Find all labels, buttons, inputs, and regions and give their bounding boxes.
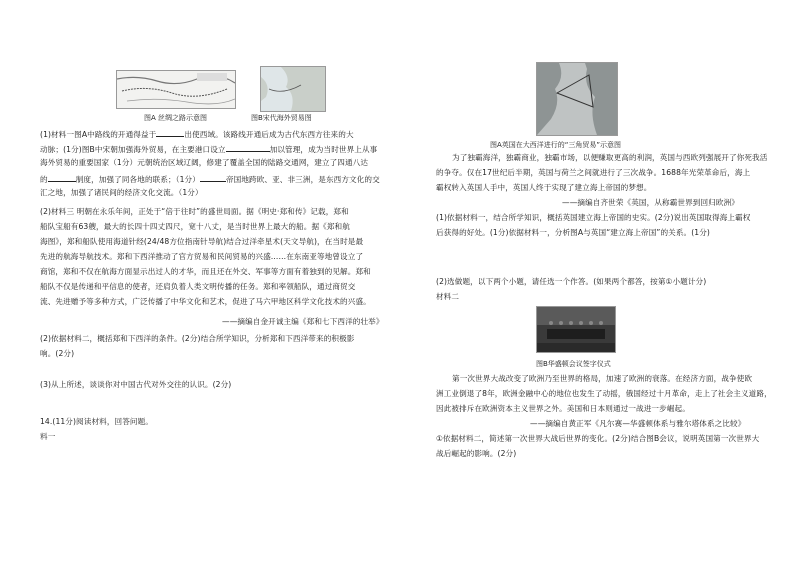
song-trade-map-svg [261, 67, 325, 111]
text-line: (2)材料三 明朝在永乐年间，正处于“倍于往时”的盛世局面。据《明史·郑和传》记载，郑和 [40, 207, 349, 216]
question-2-choice: (2)选做题，以下两个小题，请任选一个作答。(如果两个都答，按第①小题计分) [436, 277, 707, 286]
song-trade-map-image [260, 66, 326, 112]
answer-blank[interactable] [200, 173, 226, 182]
fig-a-caption-left: 图A 丝绸之路示意图 [144, 114, 208, 122]
text-line: 流、先进赠予等多种方式，广泛传播了中华文化和艺术，促进了马六甲地区科学文化技术的兴盛。 [40, 297, 371, 306]
conference-photo-svg [537, 307, 615, 352]
text-line: 的争夺。仅在17世纪后半期，英国与荷兰之间就进行了三次战争。1688年光荣革命后，海上 [436, 168, 751, 177]
source-citation: ——摘编自黄正军《凡尔赛—华盛顿体系与雅尔塔体系之比较》 [530, 419, 746, 428]
fig-b-caption-left: 图B宋代海外贸易图 [251, 114, 312, 122]
text-line: 先进的航海导航技术。郑和下西洋推动了官方贸易和民间贸易的兴盛……在东南亚等地曾设立了 [40, 252, 364, 261]
text-line: 因此被排斥在欧洲资本主义世界之外。美国和日本则通过一战进一步崛起。 [436, 404, 690, 413]
question-2-cont: 响。(2分) [40, 349, 75, 358]
material-label: 料一 [40, 432, 56, 441]
question-text: 战后崛起的影响。(2分) [436, 449, 517, 458]
text-line: (1)材料一图A中路线的开通得益于 出使西域。该路线开通后成为古代东西方往来的大 [40, 130, 354, 139]
text-line: 海外贸易的重要国家（1分）元朝统治区域辽阔，修建了覆盖全国的陆路交通网，建立了四通八达 [40, 158, 369, 167]
material-label: 材料二 [436, 292, 460, 301]
answer-blank[interactable] [48, 173, 76, 182]
text-line: 船队宝船有63艘，最大的长四十四丈四尺，宽十八丈，是当时世界上最大的船。据《郑和航 [40, 222, 350, 231]
silk-road-map-image [116, 70, 236, 109]
answer-blank[interactable] [226, 143, 270, 152]
fig-a-caption-right: 图A英国在大西洋进行的“三角贸易”示意图 [490, 141, 622, 149]
question-14: 14.(11分)阅读材料，回答问题。 [40, 417, 153, 426]
text-line: 汇之地，加强了诸民间的经济文化交流。（1分） [40, 188, 203, 197]
text-line: 第一次世界大战改变了欧洲乃至世界的格局，加速了欧洲的衰落。在经济方面，战争使欧 [452, 374, 753, 383]
text-line: 海图》，郑和船队使用海道针经(24/48方位指南针导航)结合过洋牵星术(天文导航)，在当时是最 [40, 237, 364, 246]
triangle-trade-map-svg [537, 63, 617, 135]
source-citation: ——摘编自金开诚主编《郑和七下西洋的壮举》 [222, 317, 384, 326]
text-line: 霸权转入英国人手中，英国人终于实现了建立海上帝国的梦想。 [436, 183, 652, 192]
text-line: 洲工业倒退了8年，欧洲金融中心的地位也发生了动摇，俄国经过十月革命，走上了社会主义道路， [436, 389, 772, 398]
silk-road-map-svg [117, 71, 235, 108]
washington-conference-photo [536, 306, 616, 353]
text-line: 动脉；(1分)图B中宋朝加强海外贸易，在主要港口设立 加以管理，成为当时世界上从事 [40, 145, 378, 154]
question-2: (2)依据材料二，概括郑和下西洋的条件。(2分)结合所学知识，分析郑和下西洋带来的积极影 [40, 334, 355, 343]
text-line: 商馆，郑和不仅在航海方面显示出过人的才华，而且还在外交、军事等方面有着独到的见解。郑和 [40, 267, 371, 276]
source-citation: ——摘编自齐世荣《英国，从称霸世界到回归欧洲》 [562, 198, 739, 207]
question-3: (3)从上所述，谈谈你对中国古代对外交往的认识。(2分) [40, 380, 232, 389]
question-text: ①依据材料二，简述第一次世界大战后世界的变化。(2分)结合图B会议，说明英国第一次世界大 [436, 434, 760, 443]
question-text: (1)依据材料一，结合所学知识，概括英国建立海上帝国的史实。(2分)说出英国取得海上霸权 [436, 213, 751, 222]
triangle-trade-map-image [536, 62, 618, 136]
question-text: 后获得的好处。(1分)依据材料一，分析图A与英国“建立海上帝国”的关系。(1分) [436, 228, 710, 237]
answer-blank[interactable] [156, 128, 184, 137]
fig-b-caption-right: 图B华盛顿会议签字仪式 [536, 360, 611, 368]
text-line: 船队不仅是传递和平信息的使者，还肩负着人类文明传播的任务。郑和率领船队，通过商贸交 [40, 282, 356, 291]
text-line: 的 制度，加强了同各地的联系；（1分） 帝国地跨欧、亚、非三洲，是东西方文化的交 [40, 175, 380, 184]
text-line: 为了独霸海洋，独霸商业，独霸市场，以便赚取更高的利润，英国与西欧列强展开了你死我活 [452, 153, 768, 162]
